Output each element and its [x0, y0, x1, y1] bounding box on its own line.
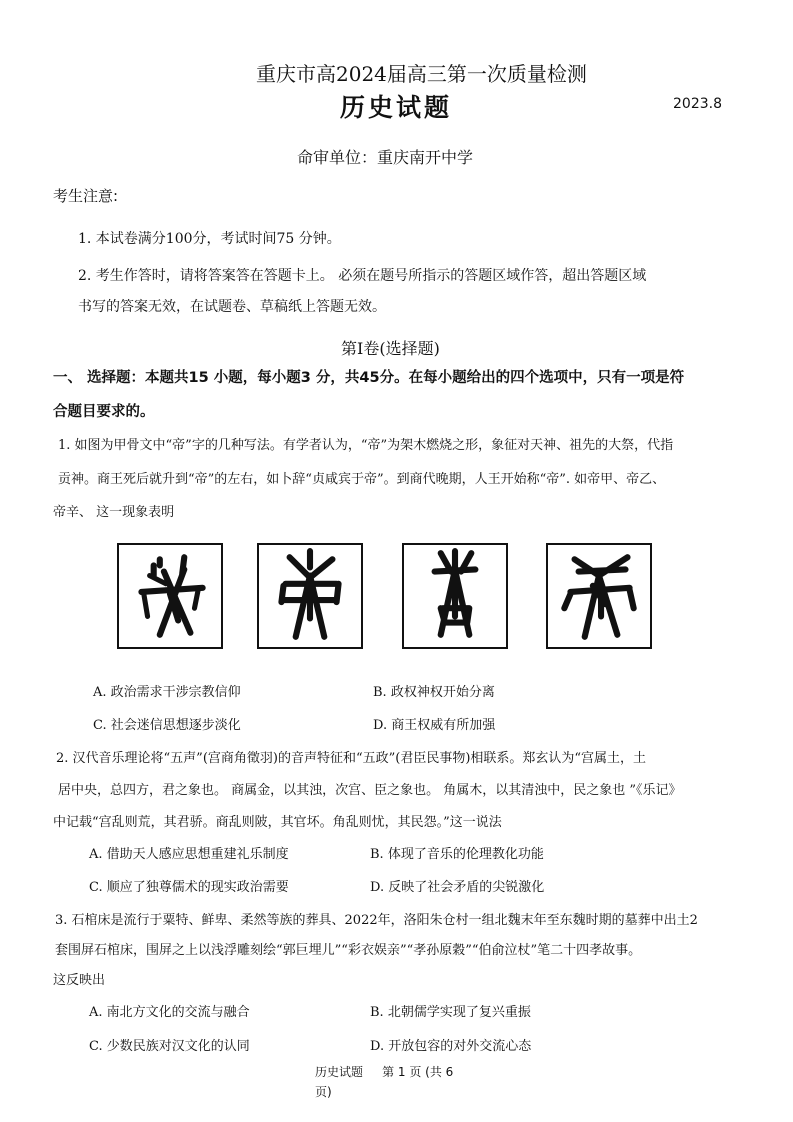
- section-instruction-line-1: 一、 选择题：本题共15 小题，每小题3 分，共45分。在每小题给出的四个选项中，只有一项是符: [53, 370, 685, 386]
- notice-item-2-line-2: 书写的答案无效，在试题卷、草稿纸上答题无效。: [78, 299, 386, 315]
- question-2-stem-line-1: 2. 汉代音乐理论将“五声”(宫商角徵羽)的音声特征和“五政”(君臣民事物)相联系。郑玄认为“宫属土，土: [56, 751, 647, 766]
- page-footer-line-2: 页): [315, 1085, 332, 1099]
- question-3-option-c[interactable]: C. 少数民族对汉文化的认同: [89, 1039, 250, 1054]
- question-2-option-a[interactable]: A. 借助天人感应思想重建礼乐制度: [89, 847, 289, 862]
- notice-item-1: 1. 本试卷满分100分，考试时间75 分钟。: [78, 231, 341, 247]
- subject-title: 历史试题: [340, 93, 453, 122]
- question-2-stem-line-2: 居中央，总四方，君之象也。 商属金，以其浊，次宫、臣之象也。 角属木，以其清浊中，民之象也 ”《乐记》: [58, 783, 682, 798]
- question-3-option-b[interactable]: B. 北朝儒学实现了复兴重振: [370, 1005, 531, 1020]
- question-3-option-a[interactable]: A. 南北方文化的交流与融合: [89, 1005, 250, 1020]
- page-footer-line-1: 历史试题 第 1 页 (共 6: [315, 1065, 454, 1079]
- question-1-option-a[interactable]: A. 政治需求干涉宗教信仰: [93, 685, 241, 700]
- question-1-stem-line-3: 帝辛、 这一现象表明: [53, 505, 175, 520]
- question-2-option-b[interactable]: B. 体现了音乐的伦理教化功能: [370, 847, 544, 862]
- section-instruction-line-2: 合题目要求的。: [53, 404, 155, 420]
- oracle-di-glyph-3-icon: [402, 543, 508, 649]
- question-1-option-c[interactable]: C. 社会迷信思想逐步淡化: [93, 718, 241, 733]
- question-3-stem-line-3: 这反映出: [53, 973, 106, 988]
- oracle-di-glyph-1-icon: [117, 543, 223, 649]
- question-3-option-d[interactable]: D. 开放包容的对外交流心态: [370, 1039, 532, 1054]
- question-1-option-b[interactable]: B. 政权神权开始分离: [373, 685, 495, 700]
- question-2-option-d[interactable]: D. 反映了社会矛盾的尖锐激化: [370, 880, 545, 895]
- question-3-stem-line-1: 3. 石棺床是流行于粟特、鲜卑、柔然等族的葬具、2022年，洛阳朱仓村一组北魏末年至东魏时期的墓葬中出土2: [55, 913, 698, 928]
- question-1-stem-line-2: 贡神。商王死后就升到“帝”的左右，如卜辞“贞咸宾于帝”。到商代晚期，人王开始称“帝”. 如帝甲、帝乙、: [58, 472, 666, 487]
- notice-item-2-line-1: 2. 考生作答时，请将答案答在答题卡上。 必须在题号所指示的答题区域作答，超出答题区域: [78, 268, 647, 284]
- exam-title: 重庆市高2024届高三第一次质量检测: [256, 62, 587, 86]
- exam-date: 2023.8: [673, 96, 722, 112]
- setting-org: 命审单位：重庆南开中学: [297, 148, 474, 167]
- volume-title: 第Ⅰ卷(选择题): [341, 339, 440, 358]
- oracle-di-glyph-4-icon: [546, 543, 652, 649]
- oracle-di-glyph-2-icon: [257, 543, 363, 649]
- notice-heading: 考生注意:: [53, 187, 119, 205]
- question-2-option-c[interactable]: C. 顺应了独尊儒术的现实政治需要: [89, 880, 289, 895]
- question-1-stem-line-1: 1. 如图为甲骨文中“帝”字的几种写法。有学者认为，“帝”为架木燃烧之形，象征对天神、祖先的大祭，代指: [58, 438, 674, 453]
- question-3-stem-line-2: 套围屏石棺床，围屏之上以浅浮雕刻绘“郭巨埋儿”“彩衣娱亲”“孝孙原穀”“伯俞泣杖”笔二十四孝故事。: [55, 943, 642, 958]
- question-2-stem-line-3: 中记载“宫乱则荒，其君骄。商乱则陂，其官坏。角乱则忧，其民怨。”这一说法: [53, 815, 502, 830]
- question-1-option-d[interactable]: D. 商王权威有所加强: [373, 718, 496, 733]
